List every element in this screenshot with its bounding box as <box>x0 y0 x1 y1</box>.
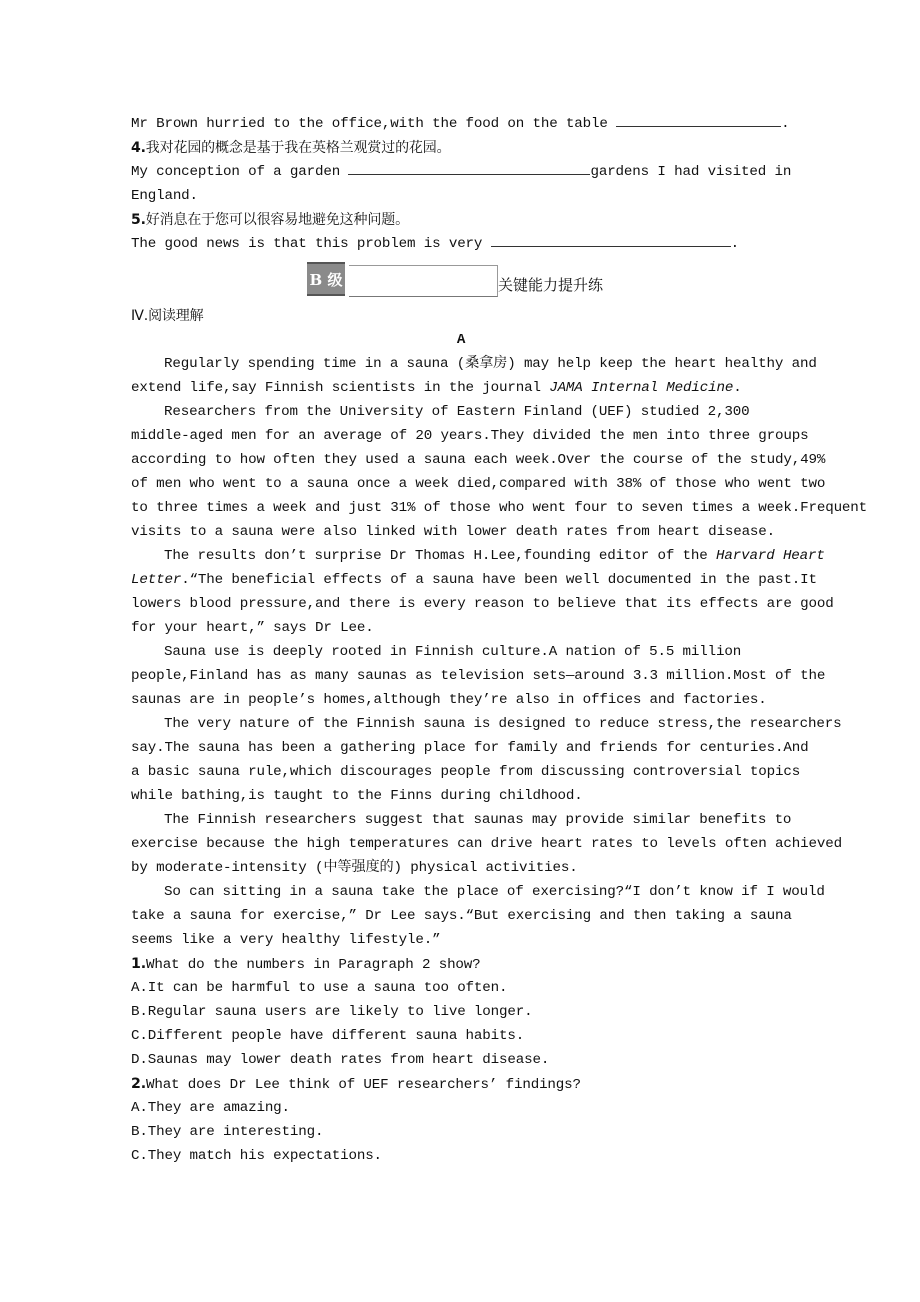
paragraph-3-line: lowers blood pressure,and there is every reason to believe that its effects are good <box>131 596 834 612</box>
question-text: What do the numbers in Paragraph 2 show? <box>145 957 481 973</box>
question-text: What does Dr Lee think of UEF researchers’ findings? <box>145 1077 581 1093</box>
paragraph-2-line: middle-aged men for an average of 20 years.They divided the men into three groups <box>131 428 809 444</box>
paragraph-5-line: a basic sauna rule,which discourages people from discussing controversial topics <box>131 764 801 780</box>
option-c[interactable]: C.They match his expectations. <box>131 1148 382 1164</box>
sentence-text: Mr Brown hurried to the office,with the food on the table <box>131 116 617 132</box>
part-heading: Ⅳ.阅读理解 <box>131 308 204 324</box>
option-b[interactable]: B.They are interesting. <box>131 1124 324 1140</box>
sentence-text: gardens I had visited in <box>590 164 792 180</box>
paragraph-3-line <box>131 544 825 568</box>
question-number: 5. <box>131 212 146 228</box>
chinese-sentence: 我对花园的概念是基于我在英格兰观赏过的花园。 <box>145 140 451 156</box>
text: The results don’t surprise Dr Thomas H.Lee,founding editor of the <box>164 548 717 564</box>
option-d[interactable]: D.Saunas may lower death rates from heart disease. <box>131 1052 550 1068</box>
question-4-english <box>131 160 791 184</box>
journal-title: JAMA Internal Medicine <box>549 380 734 396</box>
sentence-end: . <box>781 116 790 132</box>
passage-label: A <box>456 332 466 348</box>
publication-title: Harvard Heart <box>716 548 825 564</box>
paragraph-3-line: for your heart,” says Dr Lee. <box>131 620 374 636</box>
question-number: 4. <box>131 140 146 156</box>
paragraph-4-line: Sauna use is deeply rooted in Finnish culture.A nation of 5.5 million <box>164 644 742 660</box>
paragraph-2-line: to three times a week and just 31% of those who went four to seven times a week.Frequent <box>131 500 868 516</box>
text: .“The beneficial effects of a sauna have been well documented in the past.It <box>181 572 817 588</box>
chinese-sentence: 好消息在于您可以很容易地避免这种问题。 <box>145 212 409 228</box>
paragraph-6-line: by moderate-intensity (中等强度的) physical activities. <box>131 860 578 876</box>
question-5-chinese <box>131 208 791 232</box>
question-4-chinese <box>131 136 791 160</box>
sentence-text: The good news is that this problem is very <box>131 236 491 252</box>
paragraph-1-line: Regularly spending time in a sauna (桑拿房) may help keep the heart healthy and <box>164 356 817 372</box>
question-5-english <box>131 232 791 256</box>
sentence-text: England. <box>131 188 198 204</box>
section-title: 关键能力提升练 <box>498 276 604 294</box>
exercise-line <box>131 112 791 136</box>
question-2 <box>131 1072 791 1096</box>
paragraph-4-line: saunas are in people’s homes,although they’re also in offices and factories. <box>131 692 767 708</box>
option-b[interactable]: B.Regular sauna users are likely to live longer. <box>131 1004 533 1020</box>
sentence-end: . <box>730 236 740 252</box>
paragraph-2-line: according to how often they used a sauna each week.Over the course of the study,49% <box>131 452 826 468</box>
answer-blank[interactable] <box>616 112 781 127</box>
question-number: 1. <box>131 956 146 972</box>
paragraph-2-line: visits to a sauna were also linked with lower death rates from heart disease. <box>131 524 776 540</box>
option-a[interactable]: A.It can be harmful to use a sauna too often. <box>131 980 508 996</box>
paragraph-3-line <box>131 568 817 592</box>
document-page <box>131 112 868 1168</box>
option-c[interactable]: C.Different people have different sauna habits. <box>131 1028 525 1044</box>
text: extend life,say Finnish scientists in the journal <box>131 380 550 396</box>
question-1 <box>131 952 791 976</box>
paragraph-2-line: of men who went to a sauna once a week died,compared with 38% of those who went two <box>131 476 826 492</box>
paragraph-1-line <box>131 376 791 400</box>
paragraph-4-line: people,Finland has as many saunas as television sets—around 3.3 million.Most of the <box>131 668 826 684</box>
publication-title: Letter <box>131 572 182 588</box>
answer-blank[interactable] <box>348 160 590 175</box>
paragraph-2-line: Researchers from the University of Eastern Finland (UEF) studied 2,300 <box>164 404 750 420</box>
sentence-text: My conception of a garden <box>131 164 349 180</box>
paragraph-5-line: say.The sauna has been a gathering place for family and friends for centuries.And <box>131 740 809 756</box>
option-a[interactable]: A.They are amazing. <box>131 1100 290 1116</box>
level-badge: B 级 <box>307 262 345 296</box>
section-header <box>131 256 791 304</box>
paragraph-6-line: The Finnish researchers suggest that saunas may provide similar benefits to <box>164 812 792 828</box>
paragraph-5-line: while bathing,is taught to the Finns during childhood. <box>131 788 583 804</box>
paragraph-5-line: The very nature of the Finnish sauna is designed to reduce stress,the researchers <box>164 716 842 732</box>
question-number: 2. <box>131 1076 146 1092</box>
text: . <box>733 380 742 396</box>
paragraph-7-line: take a sauna for exercise,” Dr Lee says.“But exercising and then taking a sauna <box>131 908 792 924</box>
badge-frame <box>349 265 498 297</box>
answer-blank[interactable] <box>491 232 731 247</box>
paragraph-6-line: exercise because the high temperatures can drive heart rates to levels often achieved <box>131 836 842 852</box>
paragraph-7-line: seems like a very healthy lifestyle.” <box>131 932 441 948</box>
question-4-english-cont <box>131 184 791 208</box>
paragraph-7-line: So can sitting in a sauna take the place of exercising?“I don’t know if I would <box>164 884 825 900</box>
